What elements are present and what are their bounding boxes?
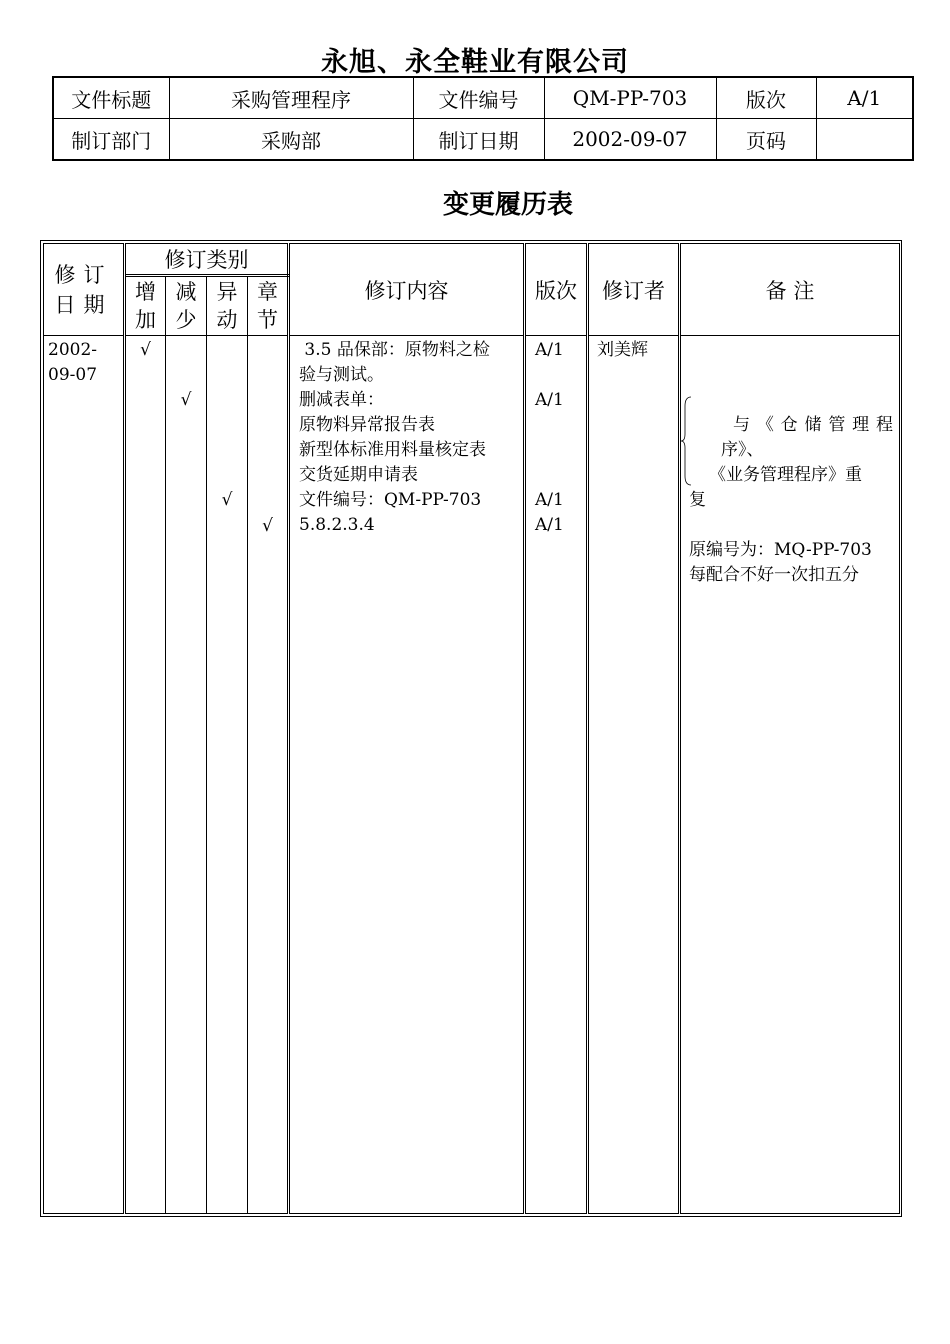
check-mark-chapter: √ [262, 516, 273, 536]
content-line-2: 验与测试。 [299, 365, 384, 385]
header-revision-category: 修订类别 [125, 244, 289, 276]
header-date-line-1: 修订 [54, 262, 113, 287]
header-content: 修订内容 [289, 244, 525, 336]
date-value: 2002-09-07 [544, 119, 716, 161]
dept-value: 采购部 [169, 119, 413, 161]
date-label: 制订日期 [413, 119, 544, 161]
remark-line-1: 与《仓储管理程 [733, 415, 893, 435]
entry-remark-cell [680, 336, 900, 1214]
remark-line-2: 序》、 [721, 440, 764, 460]
header-remark: 备 注 [680, 244, 900, 336]
version-3: A/1 [535, 490, 564, 510]
company-name: 永旭、永全鞋业有限公司 [321, 47, 629, 78]
document-header-table [52, 76, 914, 161]
header-change [207, 276, 248, 336]
header-chapter-1: 章 [257, 280, 278, 304]
header-change-2: 动 [216, 308, 238, 332]
entry-reduce-cell [166, 336, 207, 1214]
version-label: 版次 [716, 77, 816, 119]
remark-line-4: 复 [689, 490, 706, 510]
check-mark-change: √ [221, 490, 233, 510]
header-reduce [166, 276, 207, 336]
number-label: 文件编号 [413, 77, 544, 119]
header-top-row [44, 244, 900, 276]
title-value: 采购管理程序 [169, 77, 413, 119]
number-value: QM-PP-703 [544, 77, 716, 119]
header-row-2 [53, 119, 913, 161]
entry-chapter-cell [248, 336, 289, 1214]
content-line-4: 原物料异常报告表 [299, 415, 435, 435]
version-2: A/1 [535, 390, 564, 410]
revision-history-table [43, 243, 900, 1214]
version-value: A/1 [816, 77, 913, 119]
revision-history-title: 变更履历表 [442, 190, 573, 220]
check-mark-reduce: √ [180, 390, 192, 410]
entry-version-cell [525, 336, 588, 1214]
content-line-8: 5.8.2.3.4 [299, 515, 375, 535]
header-change-1: 异 [216, 280, 238, 304]
header-row-1 [53, 77, 913, 119]
version-1: A/1 [535, 340, 564, 360]
check-mark-add: √ [140, 340, 151, 360]
remark-line-5: 原编号为：MQ-PP-703 [689, 540, 872, 560]
content-line-3: 删减表单： [299, 390, 384, 410]
entry-add-cell [125, 336, 166, 1214]
dept-label: 制订部门 [53, 119, 169, 161]
header-reduce-2: 少 [175, 308, 197, 332]
content-line-6: 交货延期申请表 [299, 465, 418, 485]
content-line-5: 新型体标准用料量核定表 [299, 440, 486, 460]
remark-line-3: 《业务管理程序》重 [709, 465, 862, 485]
remark-line-6: 每配合不好一次扣五分 [689, 565, 859, 585]
header-add-1: 增 [135, 280, 156, 304]
revision-table-frame [40, 240, 902, 1217]
title-label: 文件标题 [53, 77, 169, 119]
header-version: 版次 [525, 244, 588, 336]
header-chapter [248, 276, 289, 336]
version-4: A/1 [535, 515, 564, 535]
reviser-name: 刘美辉 [597, 340, 648, 360]
header-add-2: 加 [135, 308, 156, 332]
revision-entry-row [44, 336, 900, 1214]
header-revision-date [44, 244, 125, 336]
page-label: 页码 [716, 119, 816, 161]
entry-reviser-cell [588, 336, 680, 1214]
header-reduce-1: 减 [175, 280, 197, 304]
brace-icon [681, 396, 693, 486]
entry-content-cell [289, 336, 525, 1214]
content-line-7: 文件编号：QM-PP-703 [299, 490, 482, 510]
header-date-line-2: 日期 [54, 292, 113, 317]
content-line-1: 3.5 品保部：原物料之检 [299, 340, 490, 360]
header-reviser: 修订者 [588, 244, 680, 336]
entry-date: 2002-09-07 [44, 336, 125, 1214]
entry-change-cell [207, 336, 248, 1214]
header-add [125, 276, 166, 336]
header-chapter-2: 节 [257, 308, 278, 332]
page-value [816, 119, 913, 161]
